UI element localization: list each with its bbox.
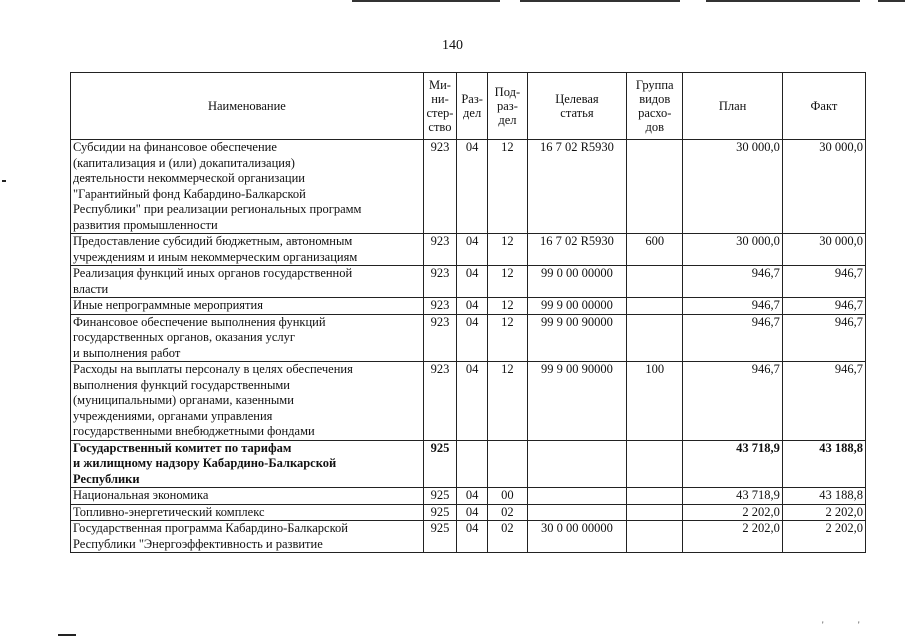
cell-name: Государственный комитет по тарифам и жилищному надзору Кабардино-Балкарской Республики bbox=[71, 440, 424, 488]
cell-fact: 946,7 bbox=[782, 362, 865, 441]
cell-plan: 30 000,0 bbox=[683, 234, 783, 266]
header-fact bbox=[782, 73, 865, 140]
cell-plan: 2 202,0 bbox=[683, 521, 783, 553]
cell-ministry: 925 bbox=[423, 488, 456, 505]
header-target-label: Целевая статья bbox=[555, 92, 599, 120]
cell-group: 100 bbox=[627, 362, 683, 441]
header-fact-label: Факт bbox=[810, 99, 838, 113]
top-rule bbox=[520, 0, 680, 2]
cell-plan: 30 000,0 bbox=[683, 140, 783, 234]
cell-name: Финансовое обеспечение выполнения функций государственных органов, оказания услуг и выполнения работ bbox=[71, 314, 424, 362]
header-section-label: Раз- дел bbox=[461, 92, 483, 120]
cell-fact: 43 188,8 bbox=[782, 488, 865, 505]
top-rule bbox=[352, 0, 500, 2]
table-row bbox=[71, 504, 866, 521]
table-row bbox=[71, 314, 866, 362]
table-row bbox=[71, 234, 866, 266]
cell-fact: 946,7 bbox=[782, 266, 865, 298]
cell-fact: 2 202,0 bbox=[782, 521, 865, 553]
cell-ministry: 923 bbox=[423, 314, 456, 362]
cell-plan: 43 718,9 bbox=[683, 488, 783, 505]
cell-ministry: 923 bbox=[423, 266, 456, 298]
header-row bbox=[71, 73, 866, 140]
table-row bbox=[71, 521, 866, 553]
cell-section: 04 bbox=[457, 362, 488, 441]
table-row bbox=[71, 140, 866, 234]
cell-fact: 30 000,0 bbox=[782, 234, 865, 266]
header-target bbox=[527, 73, 627, 140]
cell-plan: 43 718,9 bbox=[683, 440, 783, 488]
cell-section: 04 bbox=[457, 521, 488, 553]
cell-section: 04 bbox=[457, 314, 488, 362]
cell-group bbox=[627, 504, 683, 521]
cell-fact: 30 000,0 bbox=[782, 140, 865, 234]
cell-name: Предоставление субсидий бюджетным, автономным учреждениям и иным некоммерческим организациям bbox=[71, 234, 424, 266]
cell-name: Национальная экономика bbox=[71, 488, 424, 505]
cell-section: 04 bbox=[457, 298, 488, 315]
header-plan bbox=[683, 73, 783, 140]
cell-target: 99 9 00 90000 bbox=[527, 362, 627, 441]
cell-plan: 946,7 bbox=[683, 314, 783, 362]
scan-mark: ' bbox=[822, 620, 824, 630]
cell-group bbox=[627, 314, 683, 362]
cell-name: Субсидии на финансовое обеспечение (капитализация и (или) докапитализация) деятельности некоммерческой организации "Гарантийный фонд Кабардино-Балкарской Республики" при реализации региональных программ развития промышленности bbox=[71, 140, 424, 234]
cell-target: 16 7 02 R5930 bbox=[527, 140, 627, 234]
cell-fact: 946,7 bbox=[782, 298, 865, 315]
cell-subsection: 12 bbox=[488, 314, 527, 362]
header-ministry-label: Ми- ни- стер- ство bbox=[426, 78, 454, 134]
cell-plan: 946,7 bbox=[683, 298, 783, 315]
margin-mark bbox=[58, 634, 76, 636]
cell-group bbox=[627, 266, 683, 298]
header-ministry bbox=[423, 73, 456, 140]
cell-subsection: 12 bbox=[488, 298, 527, 315]
cell-target bbox=[527, 488, 627, 505]
top-rule bbox=[878, 0, 905, 2]
cell-target bbox=[527, 504, 627, 521]
cell-section: 04 bbox=[457, 504, 488, 521]
header-group bbox=[627, 73, 683, 140]
cell-target: 99 9 00 90000 bbox=[527, 314, 627, 362]
table-body bbox=[71, 140, 866, 553]
cell-group bbox=[627, 521, 683, 553]
cell-section: 04 bbox=[457, 488, 488, 505]
header-name bbox=[71, 73, 424, 140]
cell-name: Расходы на выплаты персоналу в целях обеспечения выполнения функций государственными (муниципальными) органами, казенными учреждениями, органами управления государственными внебюджетными фондами bbox=[71, 362, 424, 441]
cell-group bbox=[627, 440, 683, 488]
cell-subsection: 12 bbox=[488, 140, 527, 234]
table-row bbox=[71, 362, 866, 441]
cell-ministry: 925 bbox=[423, 504, 456, 521]
header-subsection-label: Под- раз- дел bbox=[494, 85, 521, 127]
cell-plan: 946,7 bbox=[683, 362, 783, 441]
header-subsection bbox=[488, 73, 527, 140]
cell-name: Государственная программа Кабардино-Балкарской Республики "Энергоэффективность и развитие bbox=[71, 521, 424, 553]
cell-ministry: 925 bbox=[423, 440, 456, 488]
header-name-label: Наименование bbox=[207, 99, 286, 113]
cell-subsection: 02 bbox=[488, 521, 527, 553]
cell-section: 04 bbox=[457, 234, 488, 266]
cell-target: 30 0 00 00000 bbox=[527, 521, 627, 553]
cell-subsection: 12 bbox=[488, 234, 527, 266]
cell-subsection: 00 bbox=[488, 488, 527, 505]
cell-subsection: 12 bbox=[488, 266, 527, 298]
scan-mark: ' bbox=[858, 620, 860, 630]
cell-ministry: 923 bbox=[423, 298, 456, 315]
cell-subsection: 02 bbox=[488, 504, 527, 521]
cell-ministry: 923 bbox=[423, 140, 456, 234]
cell-section bbox=[457, 440, 488, 488]
cell-subsection bbox=[488, 440, 527, 488]
header-section bbox=[457, 73, 488, 140]
cell-group bbox=[627, 488, 683, 505]
cell-subsection: 12 bbox=[488, 362, 527, 441]
cell-name: Топливно-энергетический комплекс bbox=[71, 504, 424, 521]
cell-group: 600 bbox=[627, 234, 683, 266]
cell-name: Реализация функций иных органов государственной власти bbox=[71, 266, 424, 298]
cell-plan: 946,7 bbox=[683, 266, 783, 298]
cell-fact: 43 188,8 bbox=[782, 440, 865, 488]
cell-ministry: 925 bbox=[423, 521, 456, 553]
cell-target: 99 0 00 00000 bbox=[527, 266, 627, 298]
cell-fact: 946,7 bbox=[782, 314, 865, 362]
cell-section: 04 bbox=[457, 266, 488, 298]
table-row bbox=[71, 266, 866, 298]
budget-table bbox=[70, 72, 866, 553]
header-group-label: Группа видов расхо- дов bbox=[635, 78, 674, 134]
header-plan-label: План bbox=[718, 99, 747, 113]
cell-target: 16 7 02 R5930 bbox=[527, 234, 627, 266]
cell-ministry: 923 bbox=[423, 234, 456, 266]
cell-name: Иные непрограммные мероприятия bbox=[71, 298, 424, 315]
cell-group bbox=[627, 140, 683, 234]
table-row bbox=[71, 440, 866, 488]
cell-group bbox=[627, 298, 683, 315]
cell-target bbox=[527, 440, 627, 488]
top-rule bbox=[706, 0, 860, 2]
table-row bbox=[71, 298, 866, 315]
cell-plan: 2 202,0 bbox=[683, 504, 783, 521]
cell-section: 04 bbox=[457, 140, 488, 234]
cell-ministry: 923 bbox=[423, 362, 456, 441]
page-number: 140 bbox=[442, 38, 463, 53]
cell-target: 99 9 00 00000 bbox=[527, 298, 627, 315]
cell-fact: 2 202,0 bbox=[782, 504, 865, 521]
table-row bbox=[71, 488, 866, 505]
margin-mark bbox=[2, 180, 6, 182]
